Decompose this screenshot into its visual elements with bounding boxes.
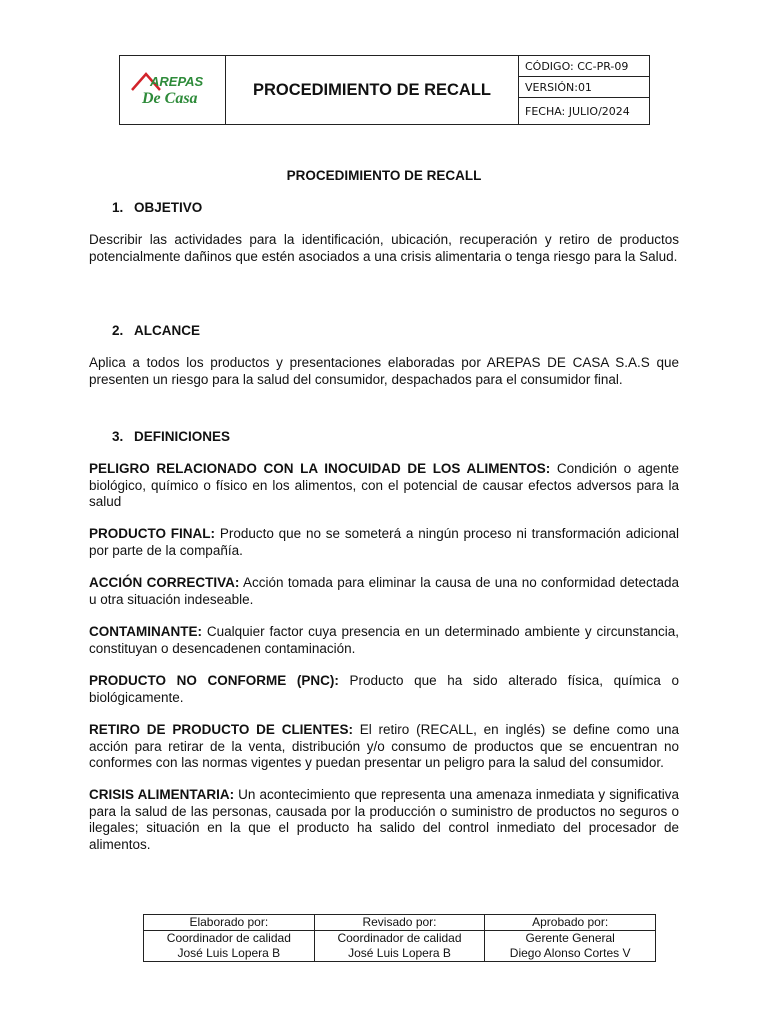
definition-term: PRODUCTO FINAL: [89,526,216,541]
definition-text: Producto que ha sido alterado física, química o biológicamente. [89,673,679,705]
definition-text: Acción tomada para eliminar la causa de una no conformidad detectada u otra situación indeseable. [89,575,679,607]
document-date: FECHA: JULIO/2024 [519,98,650,125]
definition-term: PELIGRO RELACIONADO CON LA INOCUIDAD DE LOS ALIMENTOS: [89,461,551,476]
definition-paragraph [89,461,679,511]
logo-cell [120,56,226,125]
definition-term: CRISIS ALIMENTARIA: [89,787,235,802]
logo-line2: De Casa [141,89,198,107]
definition-term: CONTAMINANTE: [89,624,202,639]
document-header [119,55,650,125]
definition-paragraph [89,673,679,706]
signature-role: Gerente General [525,931,615,945]
signature-name: José Luis Lopera B [348,946,451,960]
signature-name: José Luis Lopera B [177,946,281,960]
definition-paragraph [89,575,679,608]
definition-term: ACCIÓN CORRECTIVA: [89,575,240,590]
signature-cell-elaborado [144,931,315,962]
definition-text: Condición o agente biológico, químico o físico en los alimentos, con el potencial de causar efectos adversos para la salud [89,461,679,509]
section-text-alcance: Aplica a todos los productos y presentaciones elaboradas por AREPAS DE CASA S.A.S que presenten un riesgo para la salud del consumidor, despachados para el consumidor final. [89,355,679,387]
definition-text: Producto que no se someterá a ningún proceso ni transformación adicional por parte de la compañía. [89,526,679,558]
signature-cell-aprobado [485,931,656,962]
definition-paragraph [89,526,679,559]
document-code: CÓDIGO: CC-PR-09 [519,56,650,77]
header-title: PROCEDIMIENTO DE RECALL [226,56,519,125]
section-heading-definiciones: 3. DEFINICIONES [112,429,231,444]
definition-text: Cualquier factor cuya presencia en un determinado ambiente y circunstancia, constituyan o desencadenen contaminación. [89,624,679,656]
logo-line1: AREPAS [149,73,203,89]
definition-term: RETIRO DE PRODUCTO DE CLIENTES: [89,722,353,737]
definition-term: PRODUCTO NO CONFORME (PNC): [89,673,339,688]
document-title: PROCEDIMIENTO DE RECALL [286,168,482,183]
definition-paragraph [89,624,679,657]
signature-name: Diego Alonso Cortes V [509,946,631,960]
definition-paragraph [89,787,679,853]
signature-role: Coordinador de calidad [166,931,291,945]
signature-cell-revisado [314,931,485,962]
section-heading-objetivo: 1. OBJETIVO [112,200,203,215]
definition-paragraph [89,722,679,772]
signature-role: Coordinador de calidad [337,931,462,945]
signature-header-elaborado: Elaborado por: [144,915,315,931]
definition-text: El retiro (RECALL, en inglés) se define como una acción para retirar de la venta, distribución y/o consumo de productos que se encuentran no conformes con las normas vigentes y puedan presentar un peligro para la salud del consumidor. [89,722,679,770]
arepas-de-casa-logo [130,68,216,108]
signature-header-revisado: Revisado por: [314,915,485,931]
signature-table [143,914,656,962]
section-text-objetivo: Describir las actividades para la identificación, ubicación, recuperación y retiro de productos potencialmente dañinos que estén asociados a una crisis alimentaria o tenga riesgo para la Salud. [89,232,679,264]
definition-text: Un acontecimiento que representa una amenaza inmediata y significativa para la salud de las personas, causada por la producción o suministro de productos no seguros o ilegales; situación en la que el producto ha salido del control inmediato del procesador de alimentos. [89,787,679,852]
signature-header-aprobado: Aprobado por: [485,915,656,931]
document-version: VERSIÓN:01 [519,77,650,98]
section-heading-alcance: 2. ALCANCE [112,323,200,338]
